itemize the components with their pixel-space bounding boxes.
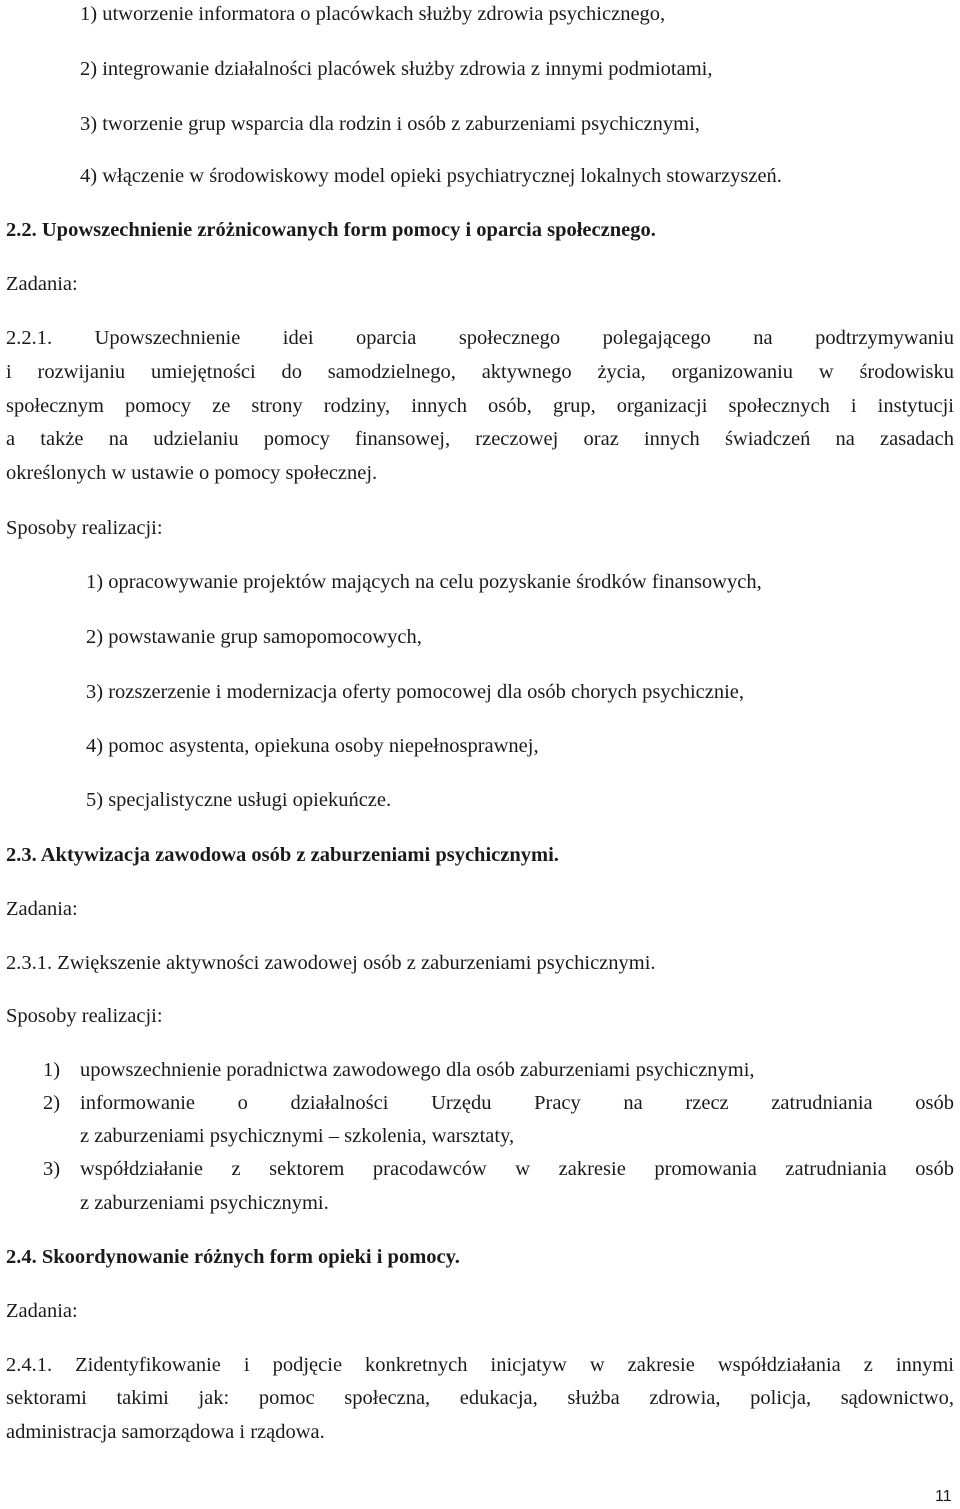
task-text-line: 2.2.1. Upowszechnienie idei oparcia społecznego polegającego na podtrzymywaniu <box>6 327 954 349</box>
list-item: 4) pomoc asystenta, opiekuna osoby niepełnosprawnej, <box>86 735 539 757</box>
list-item-text: współdziałanie z sektorem pracodawców w zakresie promowania zatrudniania osób <box>80 1158 954 1180</box>
task-text-line: a także na udzielaniu pomocy finansowej, rzeczowej oraz innych świadczeń na zasadach <box>6 428 954 450</box>
tasks-label: Zadania: <box>6 1300 78 1322</box>
list-item: 3) rozszerzenie i modernizacja oferty pomocowej dla osób chorych psychicznie, <box>86 681 745 703</box>
intro-list-item: 2) integrowanie działalności placówek służby zdrowia z innymi podmiotami, <box>80 58 713 80</box>
task-text-line: 2.3.1. Zwiększenie aktywności zawodowej osób z zaburzeniami psychicznymi. <box>6 952 656 974</box>
intro-list-item: 1) utworzenie informatora o placówkach służby zdrowia psychicznego, <box>80 3 666 25</box>
tasks-label: Zadania: <box>6 898 78 920</box>
list-item: 2) powstawanie grup samopomocowych, <box>86 626 422 648</box>
page-number: 11 <box>935 1488 952 1505</box>
task-text-line: określonych w ustawie o pomocy społecznej. <box>6 462 378 484</box>
task-text-line: i rozwijaniu umiejętności do samodzielnego, aktywnego życia, organizowaniu w środowisku <box>6 361 954 383</box>
methods-label: Sposoby realizacji: <box>6 517 163 539</box>
section-heading: 2.4. Skoordynowanie różnych form opieki i pomocy. <box>6 1246 460 1268</box>
section-heading: 2.3. Aktywizacja zawodowa osób z zaburzeniami psychicznymi. <box>6 844 559 866</box>
list-item <box>43 1058 755 1082</box>
list-item-number: 2) <box>43 1092 61 1114</box>
list-item: 5) specjalistyczne usługi opiekuńcze. <box>86 789 392 811</box>
tasks-label: Zadania: <box>6 273 78 295</box>
list-item-number-row <box>43 1091 80 1115</box>
task-text-line: sektorami takimi jak: pomoc społeczna, edukacja, służba zdrowia, policja, sądownictwo, <box>6 1387 954 1409</box>
list-item-number: 1) <box>43 1059 61 1081</box>
section-heading: 2.2. Upowszechnienie zróżnicowanych form pomocy i oparcia społecznego. <box>6 219 656 241</box>
task-text-line: społecznym pomocy ze strony rodziny, innych osób, grup, organizacji społecznych i instytucji <box>6 395 954 417</box>
methods-label: Sposoby realizacji: <box>6 1005 163 1027</box>
list-item-number: 3) <box>43 1158 61 1180</box>
list-item-text: upowszechnienie poradnictwa zawodowego dla osób zaburzeniami psychicznymi, <box>80 1059 755 1081</box>
list-item: 1) opracowywanie projektów mających na celu pozyskanie środków finansowych, <box>86 571 762 593</box>
list-item-text: informowanie o działalności Urzędu Pracy na rzecz zatrudniania osób <box>80 1092 954 1114</box>
list-item-text: z zaburzeniami psychicznymi – szkolenia, warsztaty, <box>80 1125 515 1147</box>
task-text-line: 2.4.1. Zidentyfikowanie i podjęcie konkretnych inicjatyw w zakresie współdziałania z innymi <box>6 1354 954 1376</box>
list-item-text: z zaburzeniami psychicznymi. <box>80 1192 329 1214</box>
intro-list-item: 3) tworzenie grup wsparcia dla rodzin i osób z zaburzeniami psychicznymi, <box>80 113 700 135</box>
intro-list-item: 4) włączenie w środowiskowy model opieki psychiatrycznej lokalnych stowarzyszeń. <box>80 165 782 187</box>
list-item-number-row <box>43 1157 80 1181</box>
task-text-line: administracja samorządowa i rządowa. <box>6 1421 325 1443</box>
